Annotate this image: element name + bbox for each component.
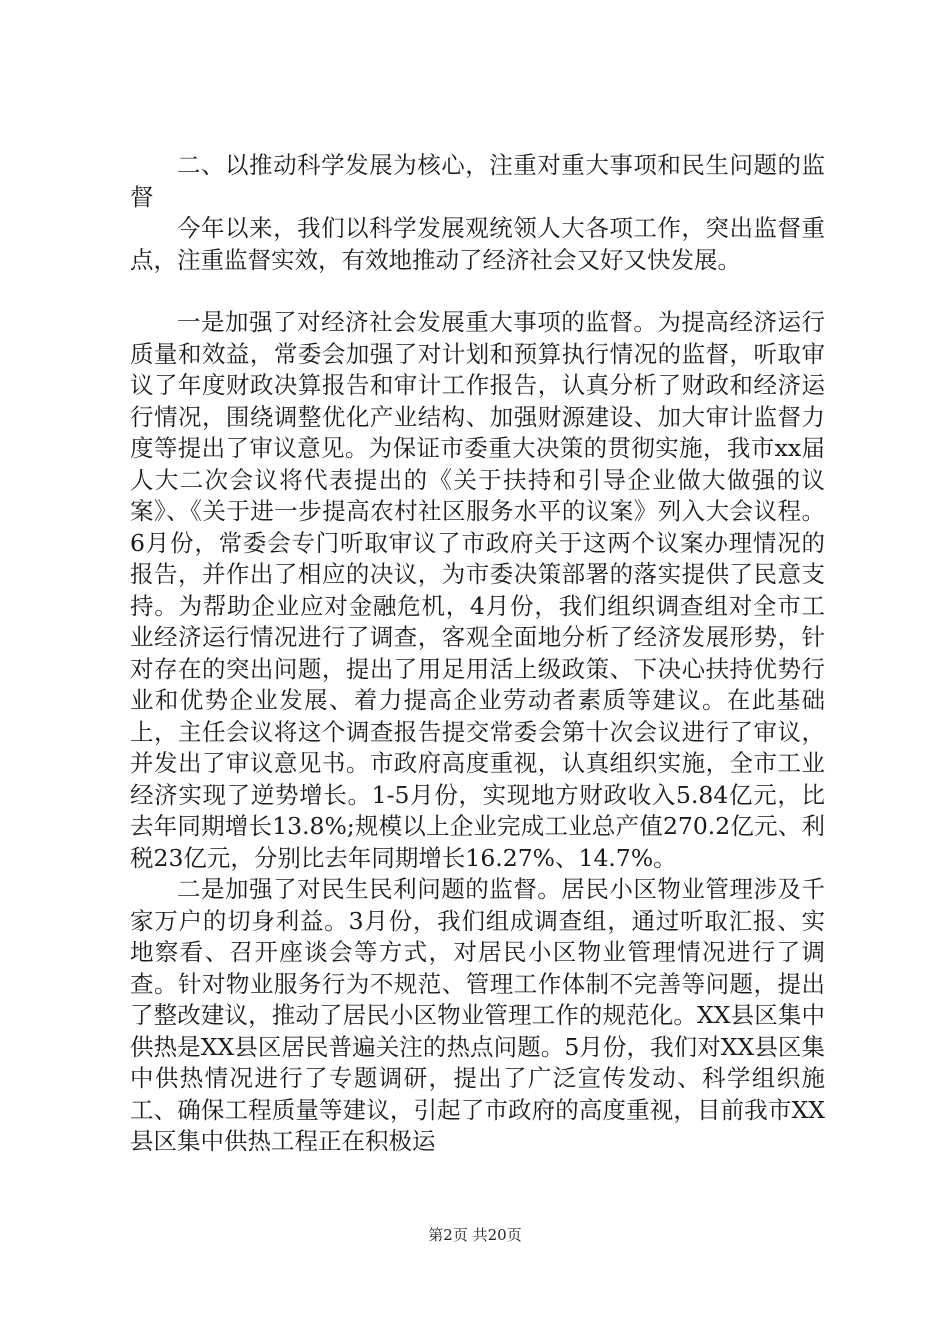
section-heading: 二、以推动科学发展为核心，注重对重大事项和民生问题的监督 xyxy=(130,151,825,211)
paragraph-gap xyxy=(130,276,825,307)
body-paragraph-1: 一是加强了对经济社会发展重大事项的监督。为提高经济运行质量和效益，常委会加强了对计划和预算执行情况的监督，听取审议了年度财政决算报告和审计工作报告，认真分析了财政和经济运行情况，围绕调整优化产业结构、加强财源建设、加大审计监督力度等提出了审议意见。为保证市委重大决策的贯彻实施，我市xx届人大二次会议将代表提出的《关于扶持和引导企业做大做强的议案》、《关于进一步提高农村社区服务水平的议案》列入大会议程。6月份，常委会专门听取审议了市政府关于这两个议案办理情况的报告，并作出了相应的决议，为市委决策部署的落实提供了民意支持。为帮助企业应对金融危机，4月份，我们组织调查组对全市工业经济运行情况进行了调查，客观全面地分析了经济发展形势，针对存在的突出问题，提出了用足用活上级政策、下决心扶持优势行业和优势企业发展、着力提高企业劳动者素质等建议。在此基础上，主任会议将这个调查报告提交常委会第十次会议进行了审议，并发出了审议意见书。市政府高度重视，认真组织实施，全市工业经济实现了逆势增长。1-5月份，实现地方财政收入5.84亿元，比去年同期增长13.8%;规模以上企业完成工业总产值270.2亿元、利税23亿元，分别比去年同期增长16.27%、14.7%。 xyxy=(130,308,825,872)
intro-paragraph: 今年以来，我们以科学发展观统领人大各项工作，突出监督重点，注重监督实效，有效地推动了经济社会又好又快发展。 xyxy=(130,214,825,274)
page-number: 第2页 共20页 xyxy=(428,1226,522,1244)
body-paragraph-2: 二是加强了对民生民利问题的监督。居民小区物业管理涉及千家万户的切身利益。3月份，我们组成调查组，通过听取汇报、实地察看、召开座谈会等方式，对居民小区物业管理情况进行了调查。针对物业服务行为不规范、管理工作体制不完善等问题，提出了整改建议，推动了居民小区物业管理工作的规范化。XX县区集中供热是XX县区居民普遍关注的热点问题。5月份，我们对XX县区集中供热情况进行了专题调研，提出了广泛宣传发动、科学组织施工、确保工程质量等建议，引起了市政府的高度重视，目前我市XX县区集中供热工程正在积极运 xyxy=(130,875,825,1155)
document-body xyxy=(130,150,825,1158)
